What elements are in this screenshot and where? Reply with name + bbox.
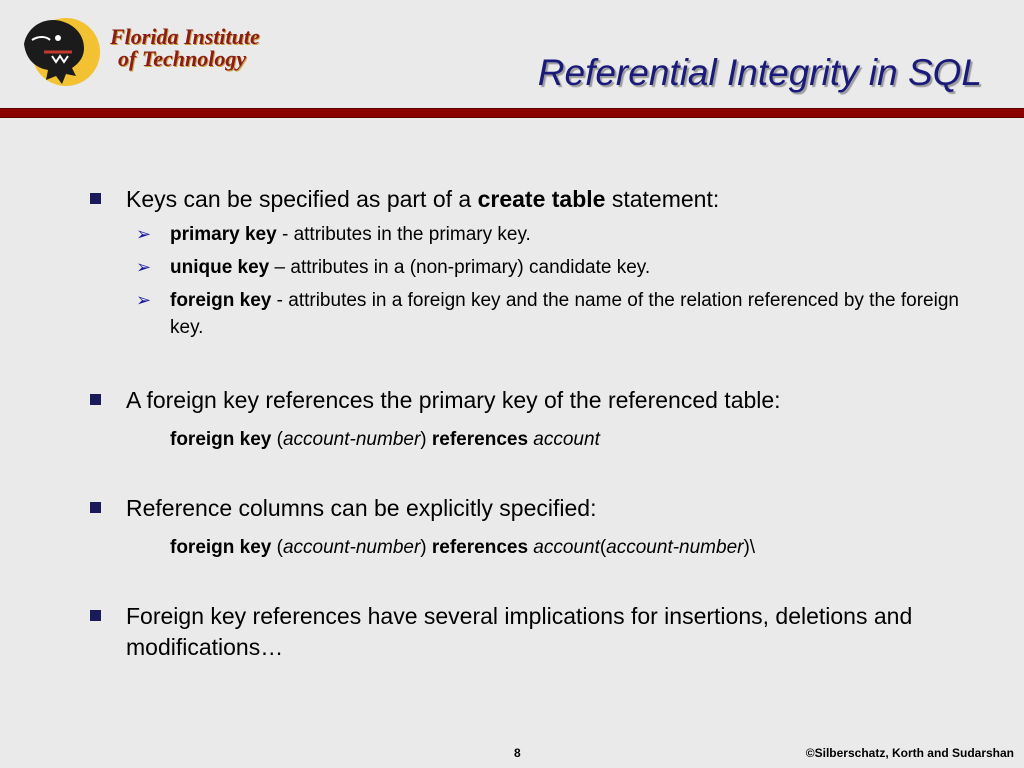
code-example-1 [88,426,988,453]
code1-paren-close: ) [420,429,432,450]
bullet-foreign-key-references [88,385,988,416]
bullet-foreign-key-references-text: A foreign key references the primary key of the referenced table: [126,387,781,413]
code1-relation: account [533,429,600,450]
sub-bullet-primary-key [88,221,988,248]
code1-keyword-foreign-key: foreign key [170,429,272,450]
code2-referenced-attribute: account-number [606,537,744,558]
sub-primary-key-text: - attributes in the primary key. [276,224,531,245]
institute-logo [18,14,258,92]
logo-line-2: of Technology [118,46,247,71]
square-bullet-icon [90,610,101,621]
code2-relation: account [533,537,600,558]
bullet-keys [88,184,988,215]
code2-attribute: account-number [282,537,421,558]
logo-line-1: Florida Institute [110,24,260,49]
code2-keyword-references: references [431,537,529,558]
arrow-bullet-icon: ➢ [136,290,152,310]
copyright-notice: ©Silberschatz, Korth and Sudarshan [805,746,1014,760]
bullet-keys-bold: create table [477,186,606,212]
page-number: 8 [514,746,521,760]
slide-title: Referential Integrity in SQL [537,52,982,93]
slide-content [88,184,988,663]
bullet-keys-post: statement: [605,186,720,212]
arrow-bullet-icon: ➢ [136,257,152,277]
sub-foreign-key-text: - attributes in a foreign key and the name of the relation referenced by the foreign key. [170,290,959,338]
sub-bullet-foreign-key [88,287,988,341]
square-bullet-icon [90,502,101,513]
bullet-implications-text: Foreign key references have several implications for insertions, deletions and modifications… [126,603,913,660]
bullet-keys-pre: Keys can be specified as part of a [126,186,478,212]
arrow-bullet-icon: ➢ [136,224,152,244]
code2-keyword-foreign-key: foreign key [170,537,272,558]
code2-paren-close-2: )\ [743,537,756,558]
code-example-2 [88,534,988,561]
title-divider [0,108,1024,118]
bullet-reference-columns-text: Reference columns can be explicitly specified: [126,495,597,521]
bullet-reference-columns [88,493,988,524]
square-bullet-icon [90,193,101,204]
sub-primary-key-bold: primary key [170,224,277,245]
code2-paren-open: ( [271,537,283,558]
sub-unique-key-bold: unique key [170,257,270,278]
sub-foreign-key-bold: foreign key [170,290,272,311]
logo-text [110,26,260,70]
code1-keyword-references: references [431,429,529,450]
square-bullet-icon [90,394,101,405]
sub-unique-key-text: – attributes in a (non-primary) candidate key. [269,257,651,278]
code2-paren-open-2: ( [599,537,607,558]
bullet-implications [88,601,988,663]
panther-logo-icon [18,14,102,90]
code1-attribute: account-number [282,429,421,450]
code1-paren-open: ( [271,429,283,450]
sub-bullet-unique-key [88,254,988,281]
code2-paren-close: ) [420,537,432,558]
